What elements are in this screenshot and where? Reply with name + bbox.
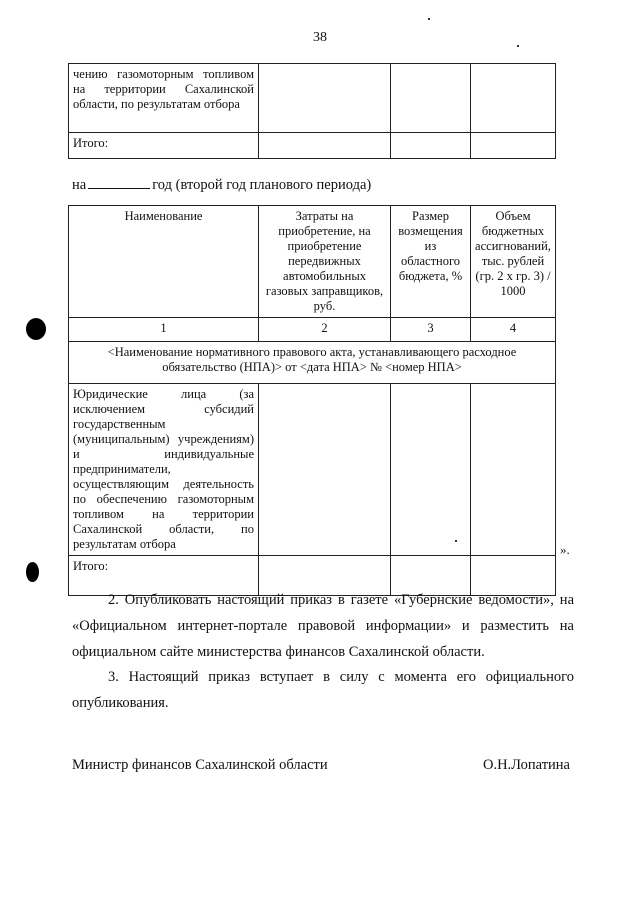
table-cell <box>391 133 471 159</box>
paragraph-effect <box>72 664 574 716</box>
table-cell <box>259 64 391 133</box>
column-number: 4 <box>471 318 556 342</box>
table-cell <box>391 384 471 556</box>
column-number-row <box>69 318 556 342</box>
table-header-row <box>69 206 556 318</box>
budget-table <box>68 205 556 596</box>
header-name: Наименование <box>69 206 259 318</box>
table-cell-name: Юридические лица (за исключением субсидий государственным (муниципальным) учреждениям) и индивидуальные предприниматели, осуществляющим деятельность по обеспечению газомоторным топливом на территории Сахалинской области, по результатам отбора <box>69 384 259 556</box>
npa-row <box>69 342 556 384</box>
column-number: 1 <box>69 318 259 342</box>
scan-speck <box>428 18 430 20</box>
table-cell <box>471 384 556 556</box>
table-row <box>69 384 556 556</box>
table-row-total <box>69 133 556 159</box>
table-cell-name: чению газомоторным топливом на территории Сахалинской области, по результатам отбора <box>69 64 259 133</box>
punch-hole-mark <box>26 562 39 582</box>
paragraph-text: 2. Опубликовать настоящий приказ в газете «Губернские ведомости», на «Официальном интернет-портале правовой информации» и разместить на официальном сайте министерства финансов Сахалинской области. <box>72 592 574 660</box>
header-allocations: Объем бюджетных ассигнований, тыс. рублей (гр. 2 х гр. 3) / 1000 <box>471 206 556 318</box>
punch-hole-mark <box>26 318 46 340</box>
total-label: Итого: <box>69 133 259 159</box>
period-line <box>72 176 371 194</box>
closing-quote: ». <box>560 542 570 557</box>
scan-speck <box>455 540 457 542</box>
header-reimbursement: Размер возмещения из областного бюджета, % <box>391 206 471 318</box>
period-suffix: год (второй год планового периода) <box>152 177 372 193</box>
table-row <box>69 64 556 133</box>
column-number: 3 <box>391 318 471 342</box>
table-continuation <box>68 63 556 159</box>
signer-position: Министр финансов Сахалинской области <box>72 757 328 773</box>
table-cell <box>471 133 556 159</box>
column-number: 2 <box>259 318 391 342</box>
paragraph-text: 3. Настоящий приказ вступает в силу с момента его официального опубликования. <box>72 669 574 711</box>
paragraph-publish <box>72 587 574 665</box>
table-cell <box>259 384 391 556</box>
scan-speck <box>517 45 519 47</box>
npa-text: <Наименование нормативного правового акта, устанавливающего расходное обязательство (НПА)> от <дата НПА> № <номер НПА> <box>69 342 556 384</box>
signer-name: О.Н.Лопатина <box>482 757 570 773</box>
table-cell <box>391 64 471 133</box>
header-costs: Затраты на приобретение, на приобретение передвижных автомобильных газовых заправщиков, руб. <box>259 206 391 318</box>
table-cell <box>259 133 391 159</box>
page-number: 38 <box>313 30 327 45</box>
period-prefix: на <box>72 177 87 193</box>
table-cell <box>471 64 556 133</box>
year-blank <box>88 176 150 189</box>
total-label: Итого: <box>69 556 259 596</box>
